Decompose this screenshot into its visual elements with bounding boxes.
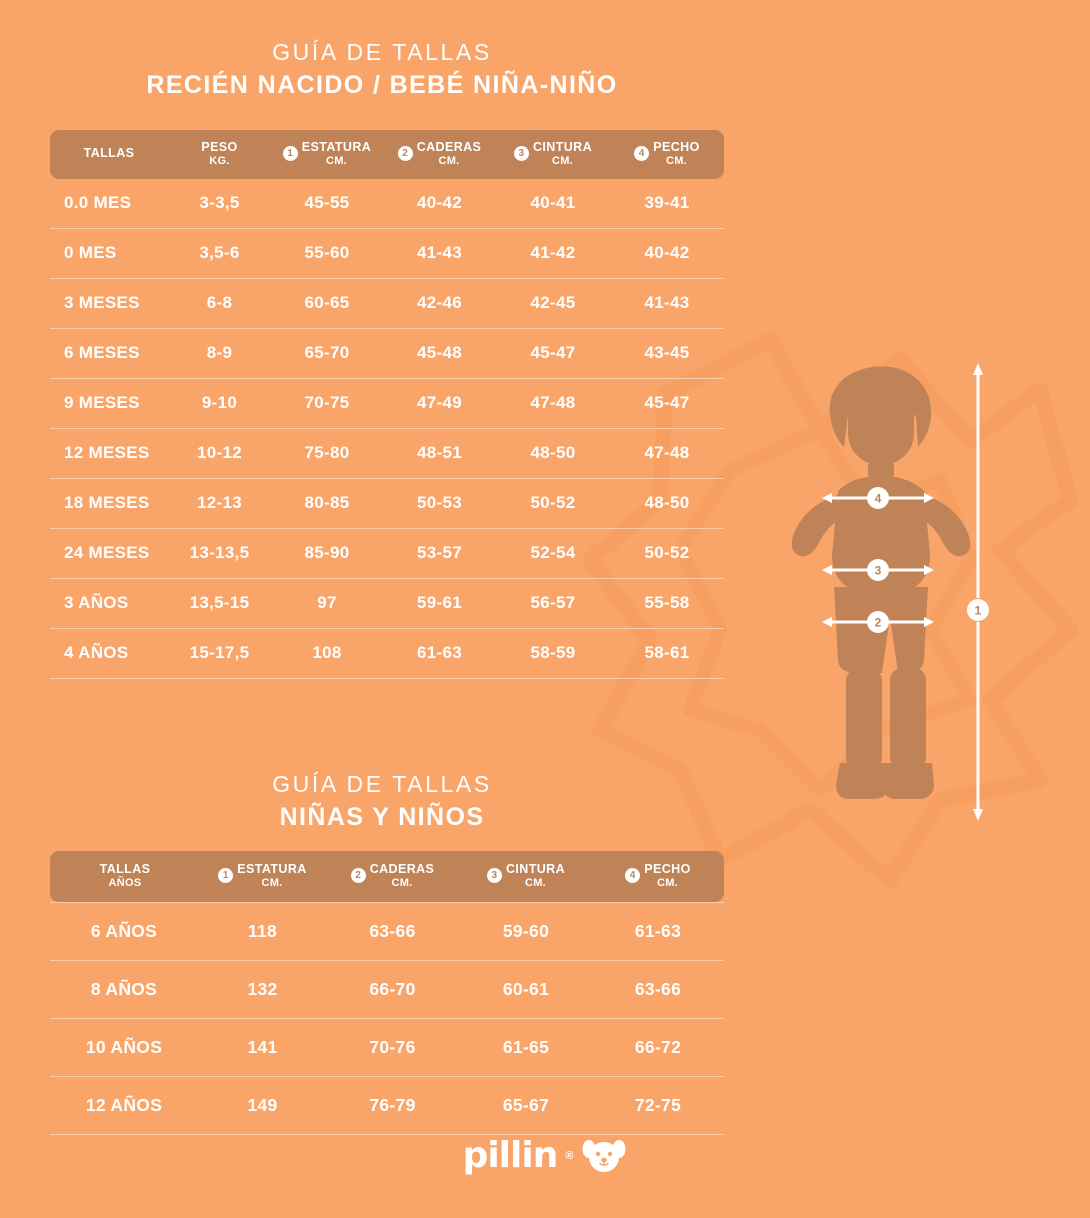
cell-hips: 42-46 <box>383 278 496 328</box>
cell-height: 70-75 <box>271 378 383 428</box>
cell-chest: 50-52 <box>610 528 724 578</box>
cell-chest: 61-63 <box>592 902 724 960</box>
child-silhouette <box>792 366 971 799</box>
cell-weight: 8-9 <box>168 328 271 378</box>
baby-header-cintura-unit: CM. <box>551 154 574 167</box>
baby-section-title <box>12 38 752 101</box>
cell-size: 12 MESES <box>50 428 168 478</box>
cell-weight: 13,5-15 <box>168 578 271 628</box>
badge-4-icon: 4 <box>634 146 649 161</box>
svg-text:1: 1 <box>974 603 982 618</box>
baby-header-tallas-label: TALLAS <box>83 146 135 161</box>
baby-header-caderas <box>383 130 496 179</box>
svg-text:4: 4 <box>874 491 882 506</box>
table-row <box>50 179 724 229</box>
cell-size: 9 MESES <box>50 378 168 428</box>
cell-hips: 70-76 <box>325 1018 460 1076</box>
cell-weight: 13-13,5 <box>168 528 271 578</box>
kids-header-pecho-label: PECHO <box>644 862 691 876</box>
kids-section-title <box>12 770 752 833</box>
cell-waist: 58-59 <box>496 628 610 678</box>
cell-chest: 55-58 <box>610 578 724 628</box>
baby-header-peso-label: PESO <box>201 140 238 154</box>
cell-weight: 3-3,5 <box>168 179 271 229</box>
cell-waist: 60-61 <box>460 960 592 1018</box>
height-measure-arrow <box>966 363 990 821</box>
svg-text:2: 2 <box>874 615 882 630</box>
kids-header-cintura-unit: CM. <box>524 876 547 889</box>
table-row <box>50 578 724 628</box>
cell-weight: 12-13 <box>168 478 271 528</box>
kids-size-table <box>50 851 724 1135</box>
cell-waist: 65-67 <box>460 1076 592 1134</box>
kids-header-estatura-unit: CM. <box>261 876 283 889</box>
table-row <box>50 960 724 1018</box>
cell-waist: 47-48 <box>496 378 610 428</box>
cell-height: 149 <box>200 1076 325 1134</box>
baby-header-pecho-label: PECHO <box>653 140 700 154</box>
table-row <box>50 478 724 528</box>
baby-header-cintura-label: CINTURA <box>532 140 593 154</box>
kids-header-caderas <box>325 851 460 902</box>
cell-weight: 6-8 <box>168 278 271 328</box>
cell-height: 97 <box>271 578 383 628</box>
cell-waist: 41-42 <box>496 228 610 278</box>
cell-weight: 15-17,5 <box>168 628 271 678</box>
cell-chest: 63-66 <box>592 960 724 1018</box>
table-row <box>50 228 724 278</box>
cell-height: 75-80 <box>271 428 383 478</box>
table-row <box>50 528 724 578</box>
table-row <box>50 428 724 478</box>
kids-header-caderas-label: CADERAS <box>369 862 435 876</box>
table-row <box>50 902 724 960</box>
baby-title-line2: RECIÉN NACIDO / BEBÉ NIÑA-NIÑO <box>146 70 618 99</box>
cell-height: 141 <box>200 1018 325 1076</box>
badge-1-icon: 1 <box>283 146 298 161</box>
baby-table-body <box>50 179 724 679</box>
cell-height: 80-85 <box>271 478 383 528</box>
baby-size-table <box>50 130 724 679</box>
cell-weight: 10-12 <box>168 428 271 478</box>
cell-size: 18 MESES <box>50 478 168 528</box>
cell-waist: 48-50 <box>496 428 610 478</box>
cell-size: 12 AÑOS <box>50 1076 200 1134</box>
kids-header-caderas-unit: CM. <box>391 876 413 889</box>
kids-header-estatura <box>200 851 325 902</box>
cell-hips: 50-53 <box>383 478 496 528</box>
cell-weight: 9-10 <box>168 378 271 428</box>
cell-hips: 45-48 <box>383 328 496 378</box>
cell-hips: 66-70 <box>325 960 460 1018</box>
cell-size: 3 MESES <box>50 278 168 328</box>
baby-header-tallas <box>50 130 168 179</box>
badge-3-icon: 3 <box>487 868 502 883</box>
measurement-figure <box>770 355 1070 835</box>
cell-chest: 66-72 <box>592 1018 724 1076</box>
cell-hips: 61-63 <box>383 628 496 678</box>
table-row <box>50 1018 724 1076</box>
footer-logo <box>0 1135 1090 1176</box>
cell-waist: 61-65 <box>460 1018 592 1076</box>
baby-header-pecho <box>610 130 724 179</box>
brand-name: pillin <box>462 1135 558 1176</box>
cell-hips: 47-49 <box>383 378 496 428</box>
cell-size: 6 AÑOS <box>50 902 200 960</box>
cell-chest: 58-61 <box>610 628 724 678</box>
kids-header-tallas-label: TALLAS <box>99 862 151 876</box>
cell-height: 132 <box>200 960 325 1018</box>
baby-header-estatura-label: ESTATURA <box>301 140 372 154</box>
badge-3-icon: 3 <box>514 146 529 161</box>
cell-size: 8 AÑOS <box>50 960 200 1018</box>
kids-title-line2: NIÑAS Y NIÑOS <box>279 802 485 831</box>
cell-hips: 59-61 <box>383 578 496 628</box>
cell-height: 65-70 <box>271 328 383 378</box>
table-row <box>50 278 724 328</box>
kids-header-pecho <box>592 851 724 902</box>
cell-weight: 3,5-6 <box>168 228 271 278</box>
kids-header-pecho-unit: CM. <box>656 876 679 889</box>
cell-size: 24 MESES <box>50 528 168 578</box>
cell-chest: 72-75 <box>592 1076 724 1134</box>
baby-header-cintura <box>496 130 610 179</box>
cell-chest: 39-41 <box>610 179 724 229</box>
cell-height: 60-65 <box>271 278 383 328</box>
cell-hips: 53-57 <box>383 528 496 578</box>
cell-hips: 40-42 <box>383 179 496 229</box>
cell-waist: 45-47 <box>496 328 610 378</box>
cell-height: 118 <box>200 902 325 960</box>
baby-table-header-row <box>50 130 724 179</box>
kids-title-line1: GUÍA DE TALLAS <box>272 771 492 797</box>
kids-header-tallas <box>50 851 200 902</box>
baby-header-estatura-unit: CM. <box>325 154 348 167</box>
puppy-logo-icon <box>581 1136 627 1176</box>
cell-waist: 52-54 <box>496 528 610 578</box>
cell-chest: 43-45 <box>610 328 724 378</box>
cell-size: 10 AÑOS <box>50 1018 200 1076</box>
badge-1-icon: 1 <box>218 868 233 883</box>
baby-size-table-wrapper <box>50 130 724 679</box>
cell-chest: 45-47 <box>610 378 724 428</box>
cell-height: 45-55 <box>271 179 383 229</box>
kids-size-table-wrapper <box>50 851 724 1135</box>
cell-waist: 56-57 <box>496 578 610 628</box>
cell-waist: 42-45 <box>496 278 610 328</box>
badge-4-icon: 4 <box>625 868 640 883</box>
kids-header-cintura <box>460 851 592 902</box>
baby-header-estatura <box>271 130 383 179</box>
cell-waist: 50-52 <box>496 478 610 528</box>
cell-hips: 76-79 <box>325 1076 460 1134</box>
badge-2-icon: 2 <box>351 868 366 883</box>
kids-header-estatura-label: ESTATURA <box>237 862 307 876</box>
registered-mark: ® <box>565 1149 574 1162</box>
kids-table-body <box>50 902 724 1134</box>
table-row <box>50 328 724 378</box>
cell-size: 4 AÑOS <box>50 628 168 678</box>
cell-chest: 48-50 <box>610 478 724 528</box>
cell-hips: 48-51 <box>383 428 496 478</box>
baby-header-caderas-label: CADERAS <box>416 140 482 154</box>
baby-header-caderas-unit: CM. <box>438 154 460 167</box>
table-row <box>50 378 724 428</box>
table-row <box>50 628 724 678</box>
kids-table-header-row <box>50 851 724 902</box>
cell-waist: 59-60 <box>460 902 592 960</box>
svg-text:3: 3 <box>874 563 882 578</box>
cell-chest: 40-42 <box>610 228 724 278</box>
cell-size: 0 MES <box>50 228 168 278</box>
table-row <box>50 1076 724 1134</box>
cell-size: 6 MESES <box>50 328 168 378</box>
baby-header-pecho-unit: CM. <box>665 154 688 167</box>
cell-size: 0.0 MES <box>50 179 168 229</box>
cell-hips: 41-43 <box>383 228 496 278</box>
cell-hips: 63-66 <box>325 902 460 960</box>
cell-height: 85-90 <box>271 528 383 578</box>
cell-size: 3 AÑOS <box>50 578 168 628</box>
kids-header-cintura-label: CINTURA <box>505 862 566 876</box>
cell-chest: 47-48 <box>610 428 724 478</box>
cell-height: 108 <box>271 628 383 678</box>
badge-2-icon: 2 <box>398 146 413 161</box>
cell-chest: 41-43 <box>610 278 724 328</box>
cell-height: 55-60 <box>271 228 383 278</box>
baby-header-peso <box>168 130 271 179</box>
cell-waist: 40-41 <box>496 179 610 229</box>
baby-title-line1: GUÍA DE TALLAS <box>272 39 492 65</box>
baby-header-peso-unit: KG. <box>209 154 230 167</box>
kids-header-tallas-unit: AÑOS <box>108 876 142 889</box>
